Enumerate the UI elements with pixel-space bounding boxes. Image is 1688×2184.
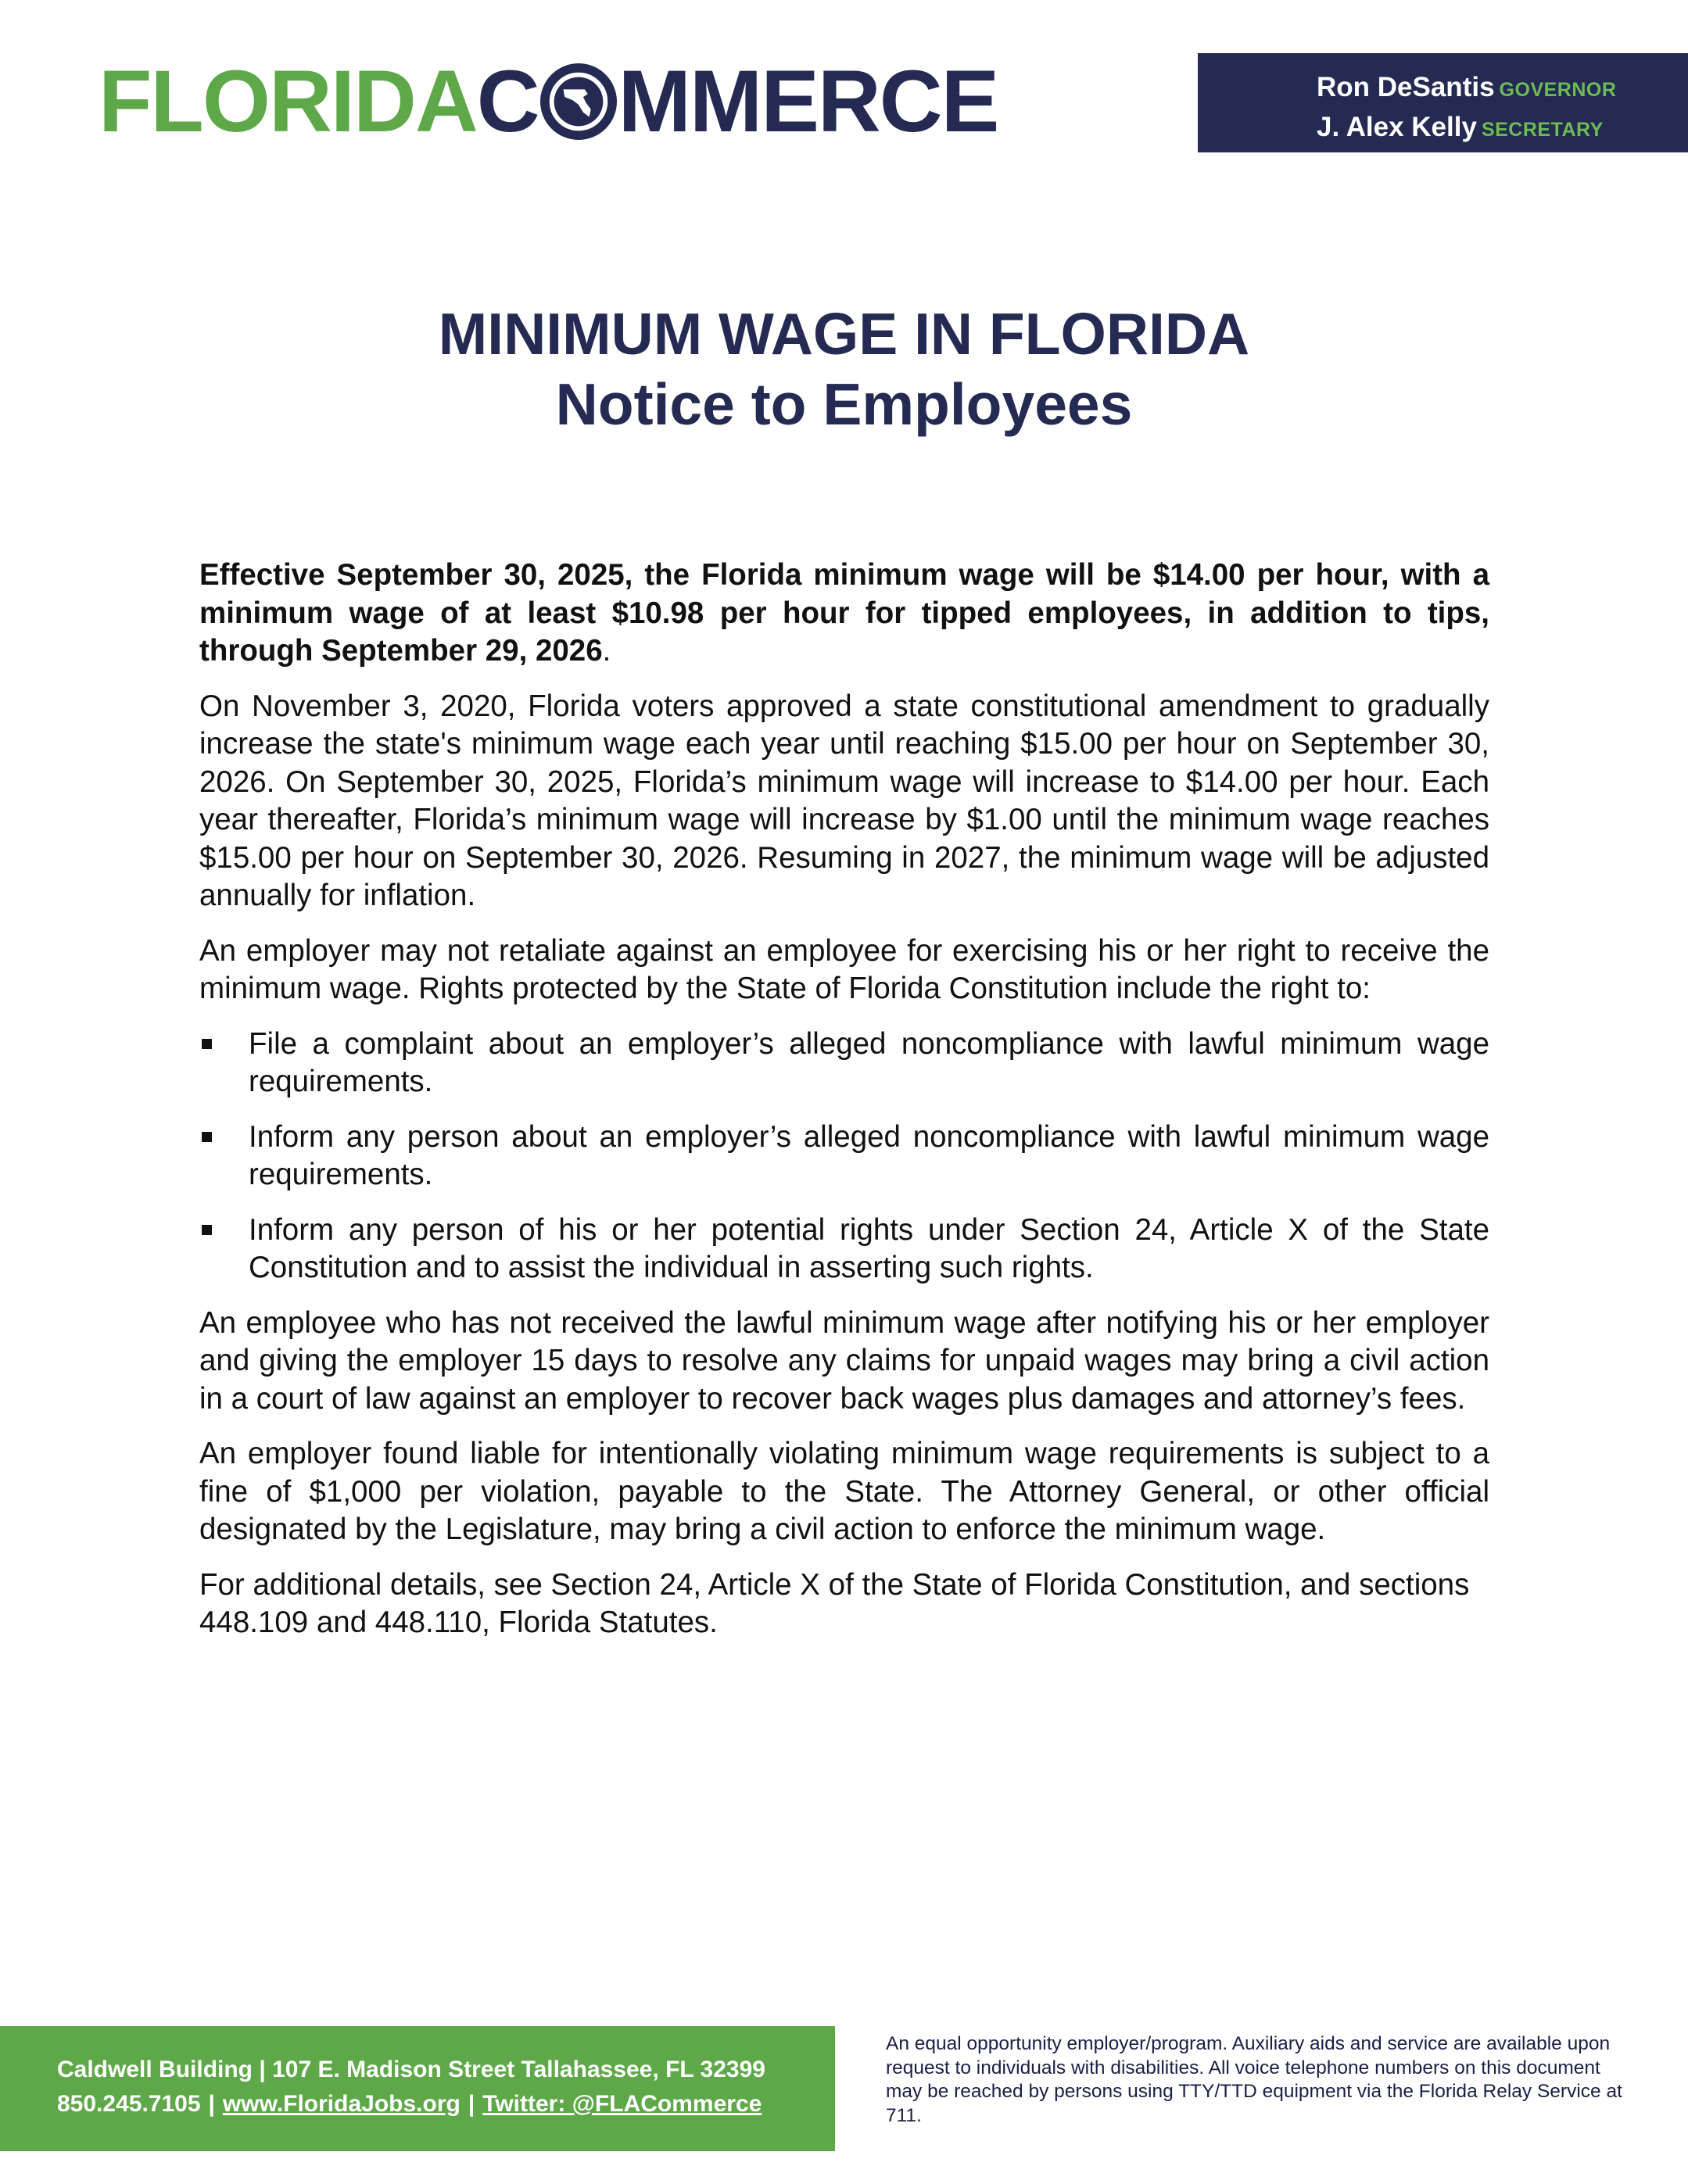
list-item-text: Inform any person about an employer’s alleged noncompliance with lawful minimum wage requirements.	[249, 1119, 1489, 1191]
website-link[interactable]: www.FloridaJobs.org	[222, 2091, 461, 2117]
square-bullet-icon	[202, 1225, 212, 1235]
officials-banner	[1198, 53, 1688, 152]
footer-address: Caldwell Building | 107 E. Madison Street Tallahassee, FL 32399	[57, 2057, 765, 2082]
list-item	[199, 1119, 1489, 1194]
list-item	[199, 1026, 1489, 1101]
equal-opportunity-disclaimer: An equal opportunity employer/program. Auxiliary aids and service are available upon request to individuals with disabilities. All voice telephone numbers on this document may be reached by persons using TTY/TTD equipment via the Florida Relay Service at 711.	[886, 2033, 1622, 2126]
footer-contacts	[57, 2087, 835, 2121]
paragraph-retaliation: An employer may not retaliate against an employee for exercising his or her right to receive the minimum wage. Rights protected by the State of Florida Constitution include the right to:	[199, 933, 1489, 1005]
title-line-1: MINIMUM WAGE IN FLORIDA	[438, 301, 1250, 367]
secretary-line	[1317, 109, 1688, 149]
governor-line	[1317, 69, 1688, 109]
footer-phone: 850.245.7105	[57, 2091, 201, 2117]
logo-commerce-c: C	[476, 52, 539, 150]
globe-icon	[540, 63, 617, 140]
square-bullet-icon	[202, 1132, 212, 1142]
paragraph-civil-action: An employee who has not received the lawful minimum wage after notifying his or her employer and giving the employer 15 days to resolve any claims for unpaid wages may bring a civil action in a court of law against an employer to recover back wages plus damages and attorney’s fees.	[199, 1305, 1489, 1416]
florida-commerce-logo	[99, 52, 998, 150]
lead-paragraph	[199, 557, 1489, 671]
logo-commerce-text	[476, 52, 998, 150]
lead-bold-text: Effective September 30, 2025, the Florida minimum wage will be $14.00 per hour, with a minimum wage of at least $10.98 per hour for tipped employees, in addition to tips, through September 29, 2026	[199, 558, 1489, 668]
list-item	[199, 1212, 1489, 1287]
paragraph-fines: An employer found liable for intentionally violating minimum wage requirements is subject to a fine of $1,000 per violation, payable to the State. The Attorney General, or other official designated by the Legislature, may bring a civil action to enforce the minimum wage.	[199, 1437, 1489, 1546]
footer-separator: |	[208, 2091, 215, 2117]
square-bullet-icon	[202, 1039, 212, 1049]
notice-body	[199, 557, 1489, 1659]
list-item-text: File a complaint about an employer’s alleged noncompliance with lawful minimum wage requirements.	[249, 1026, 1489, 1098]
footer-separator: |	[468, 2091, 475, 2117]
governor-name: Ron DeSantis	[1317, 72, 1495, 102]
paragraph-additional-details: For additional details, see Section 24, Article X of the State of Florida Constitution, and sections 448.109 and 448.110, Florida Statutes.	[199, 1567, 1470, 1639]
secretary-role: SECRETARY	[1481, 119, 1604, 141]
list-item-text: Inform any person of his or her potential rights under Section 24, Article X of the State Constitution and to assist the individual in asserting such rights.	[249, 1212, 1489, 1284]
rights-list	[199, 1026, 1489, 1287]
logo-florida-text: FLORIDA	[99, 52, 477, 150]
footer-contact-bar	[0, 2026, 835, 2151]
lead-period: .	[602, 634, 611, 668]
paragraph-amendment: On November 3, 2020, Florida voters approved a state constitutional amendment to gradually increase the state's minimum wage each year until reaching $15.00 per hour on September 30, 2026. On September 30, 2025, Florida’s minimum wage will increase to $14.00 per hour. Each year thereafter, Florida’s minimum wage will increase by $1.00 until the minimum wage reaches $15.00 per hour on September 30, 2026. Resuming in 2027, the minimum wage will be adjusted annually for inflation.	[199, 689, 1489, 912]
page-title	[0, 299, 1688, 439]
governor-role: GOVERNOR	[1499, 79, 1617, 101]
logo-commerce-rest: MMERCE	[618, 52, 998, 150]
secretary-name: J. Alex Kelly	[1317, 112, 1477, 142]
title-line-2: Notice to Employees	[555, 371, 1133, 437]
twitter-link[interactable]: Twitter: @FLACommerce	[482, 2091, 762, 2117]
